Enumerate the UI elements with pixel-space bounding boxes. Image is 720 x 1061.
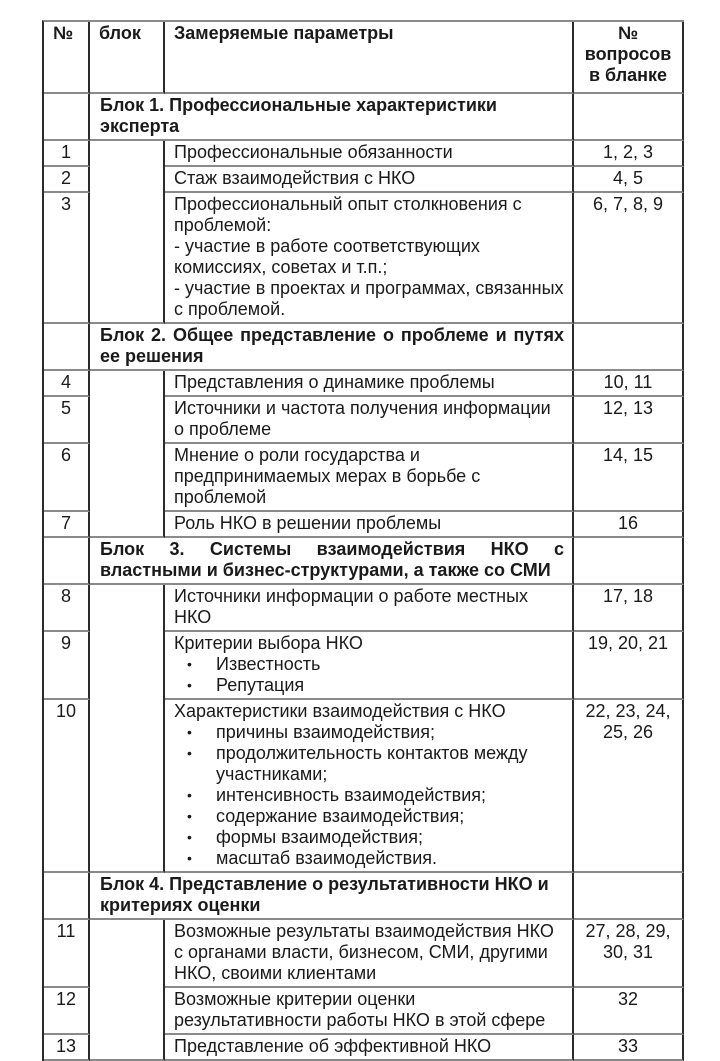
question-numbers: 17, 18 xyxy=(574,585,684,632)
parameter-text: - участие в проектах и программах, связанных с проблемой. xyxy=(174,278,564,319)
row-number: 13 xyxy=(44,1035,90,1061)
block-column-spacer-cell xyxy=(90,371,165,538)
question-numbers: 4, 5 xyxy=(574,167,684,193)
bullet-item: • формы взаимодействия; xyxy=(174,827,564,848)
row-number: 6 xyxy=(44,444,90,512)
parameter-cell xyxy=(165,920,574,988)
row-number: 2 xyxy=(44,167,90,193)
question-numbers: 10, 11 xyxy=(574,371,684,397)
block-num-empty-cell xyxy=(44,324,90,371)
col-header-params: Замеряемые параметры xyxy=(165,22,574,94)
table-body xyxy=(44,94,684,1061)
block-header-row xyxy=(44,538,684,585)
col-header-questions: № вопросов в бланке xyxy=(574,22,684,94)
block-header-row xyxy=(44,94,684,141)
question-numbers: 12, 13 xyxy=(574,397,684,444)
row-number: 12 xyxy=(44,988,90,1035)
block-title: Блок 1. Профессиональные характеристики эксперта xyxy=(90,94,574,141)
parameter-text: Возможные результаты взаимодействия НКО с органами власти, бизнесом, СМИ, другими НКО, своими клиентами xyxy=(174,921,554,983)
parameter-cell xyxy=(165,397,574,444)
bullet-item: • содержание взаимодействия; xyxy=(174,806,564,827)
table-row xyxy=(44,371,684,397)
row-number: 8 xyxy=(44,585,90,632)
block-title: Блок 4. Представление о результативности НКО и критериях оценки xyxy=(90,873,574,920)
parameter-cell xyxy=(165,1035,574,1061)
parameter-text: Характеристики взаимодействия с НКО xyxy=(174,701,506,721)
question-numbers: 27, 28, 29, 30, 31 xyxy=(574,920,684,988)
parameter-cell xyxy=(165,444,574,512)
bullet-item: • Известность xyxy=(174,654,564,675)
parameter-cell xyxy=(165,585,574,632)
parameter-text: Представления о динамике проблемы xyxy=(174,372,495,392)
block-questions-empty-cell xyxy=(574,538,684,585)
bullet-item: • Репутация xyxy=(174,675,564,696)
bullet-item: • продолжительность контактов между участниками; xyxy=(174,743,564,785)
table-row xyxy=(44,585,684,632)
bullet-item: • масштаб взаимодействия. xyxy=(174,848,564,869)
row-number: 1 xyxy=(44,141,90,167)
block-column-spacer-cell xyxy=(90,141,165,324)
block-num-empty-cell xyxy=(44,873,90,920)
block-num-empty-cell xyxy=(44,94,90,141)
parameter-cell xyxy=(165,988,574,1035)
question-numbers: 22, 23, 24, 25, 26 xyxy=(574,700,684,873)
parameter-text: Профессиональный опыт столкновения с проблемой: xyxy=(174,194,522,235)
block-questions-empty-cell xyxy=(574,873,684,920)
col-header-block: блок xyxy=(90,22,165,94)
row-number: 3 xyxy=(44,193,90,324)
row-number: 10 xyxy=(44,700,90,873)
block-questions-empty-cell xyxy=(574,94,684,141)
row-number: 5 xyxy=(44,397,90,444)
parameter-cell xyxy=(165,193,574,324)
bullet-item: • причины взаимодействия; xyxy=(174,722,564,743)
table-header xyxy=(44,22,684,94)
block-column-spacer-cell xyxy=(90,585,165,873)
row-number: 4 xyxy=(44,371,90,397)
block-num-empty-cell xyxy=(44,538,90,585)
parameter-text: Критерии выбора НКО xyxy=(174,633,363,653)
row-number: 7 xyxy=(44,512,90,538)
question-numbers: 19, 20, 21 xyxy=(574,632,684,700)
parameter-cell xyxy=(165,512,574,538)
col-header-num: № xyxy=(44,22,90,94)
block-title: Блок 3. Системы взаимодействия НКО с властными и бизнес-структурами, а также со СМИ xyxy=(90,538,574,585)
question-numbers: 6, 7, 8, 9 xyxy=(574,193,684,324)
parameter-cell xyxy=(165,700,574,873)
block-questions-empty-cell xyxy=(574,324,684,371)
parameter-text: Возможные критерии оценки результативности работы НКО в этой сфере xyxy=(174,989,546,1030)
question-numbers: 32 xyxy=(574,988,684,1035)
row-number: 11 xyxy=(44,920,90,988)
bullet-item: • интенсивность взаимодействия; xyxy=(174,785,564,806)
parameter-text: Роль НКО в решении проблемы xyxy=(174,513,442,533)
question-numbers: 14, 15 xyxy=(574,444,684,512)
parameter-cell xyxy=(165,167,574,193)
parameter-text: Мнение о роли государства и предпринимаемых мерах в борьбе с проблемой xyxy=(174,445,481,507)
parameter-text: Стаж взаимодействия с НКО xyxy=(174,168,416,188)
table-row xyxy=(44,141,684,167)
parameter-text: Представление об эффективной НКО xyxy=(174,1036,492,1056)
question-numbers: 1, 2, 3 xyxy=(574,141,684,167)
parameter-text: Источники и частота получения информации о проблеме xyxy=(174,398,551,439)
question-numbers: 33 xyxy=(574,1035,684,1061)
table-row xyxy=(44,920,684,988)
parameter-text: Источники информации о работе местных НКО xyxy=(174,586,529,627)
block-header-row xyxy=(44,873,684,920)
block-header-row xyxy=(44,324,684,371)
row-number: 9 xyxy=(44,632,90,700)
block-title: Блок 2. Общее представление о проблеме и путях ее решения xyxy=(90,324,574,371)
parameter-text: - участие в работе соответствующих комиссиях, советах и т.п.; xyxy=(174,236,480,277)
header-row xyxy=(44,22,684,94)
question-numbers: 16 xyxy=(574,512,684,538)
parameter-cell xyxy=(165,371,574,397)
measurement-parameters-table xyxy=(42,20,684,1061)
parameter-cell xyxy=(165,632,574,700)
parameter-text: Профессиональные обязанности xyxy=(174,142,453,162)
parameter-cell xyxy=(165,141,574,167)
